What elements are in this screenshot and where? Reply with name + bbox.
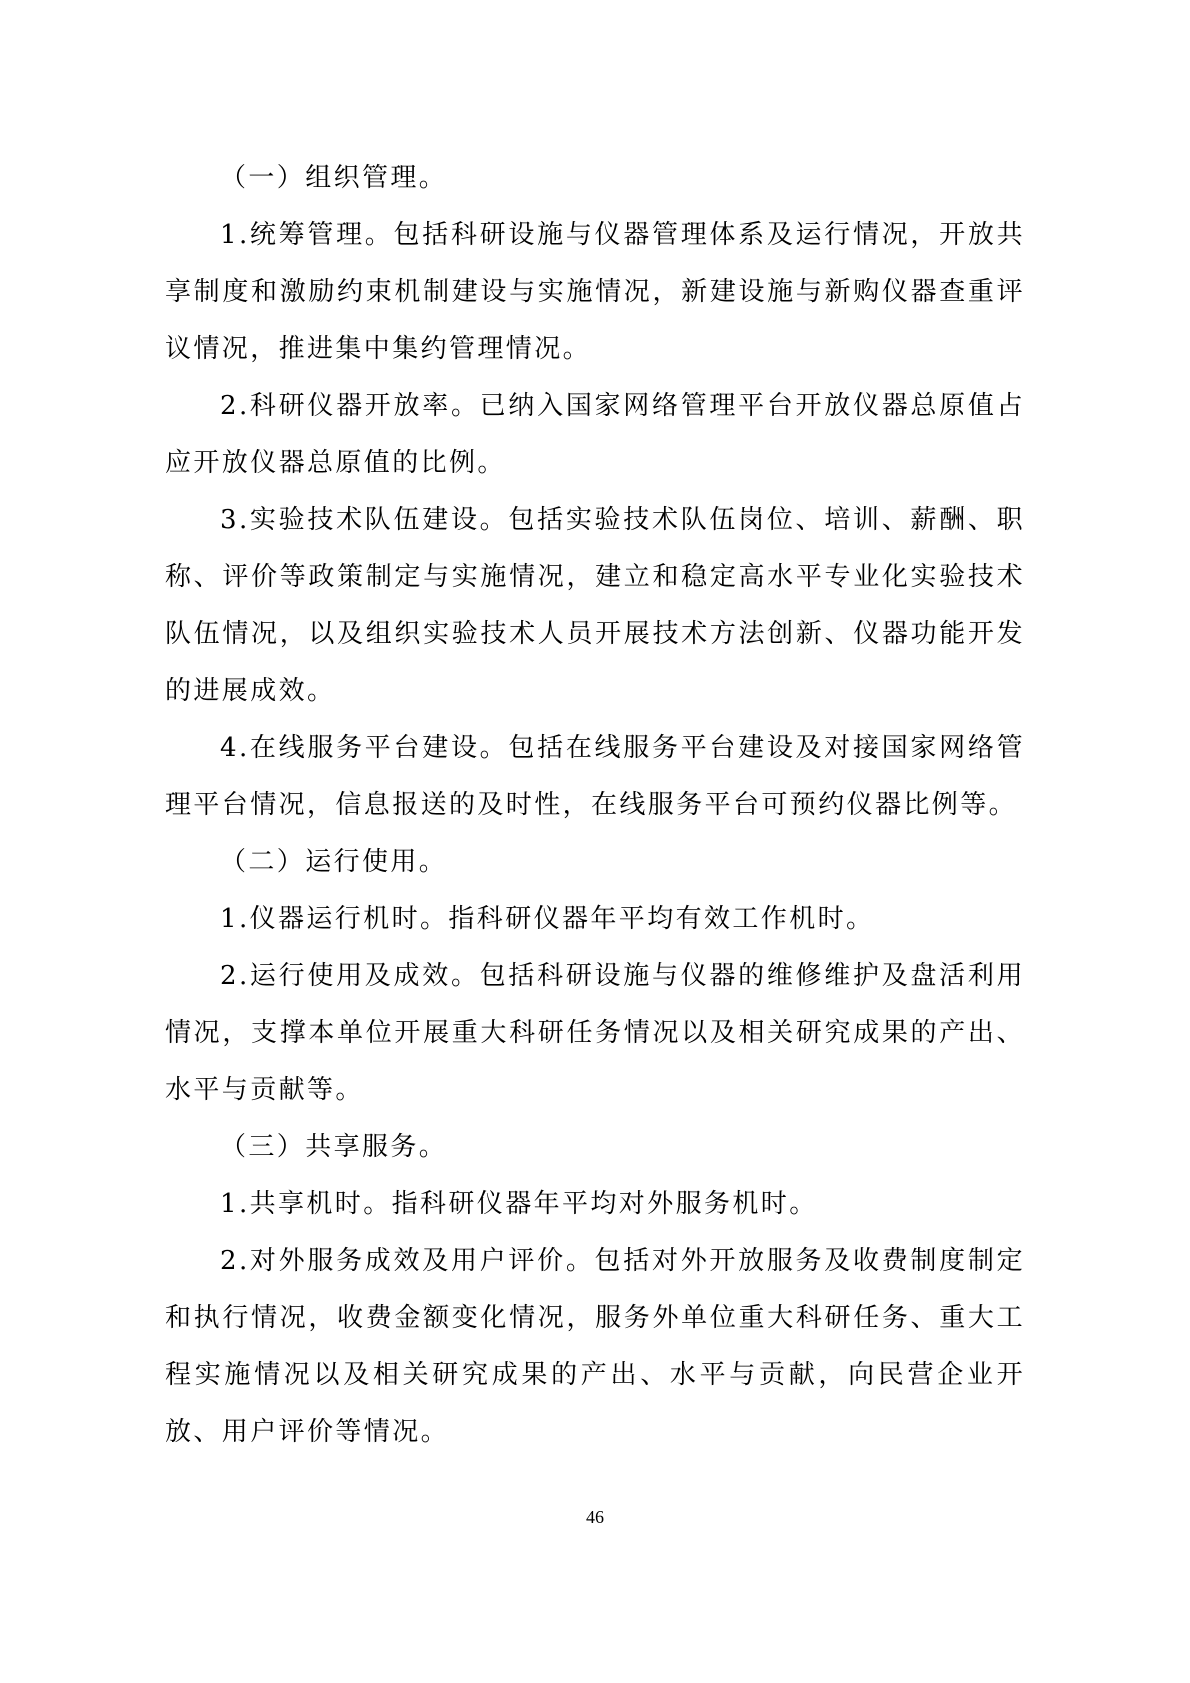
paragraph-instrument-open-rate: 2.科研仪器开放率。已纳入国家网络管理平台开放仪器总原值占应开放仪器总原值的比例。 <box>165 391 1025 478</box>
section-heading-operation-use: （二）运行使用。 <box>220 847 448 877</box>
section-heading-shared-service: （三）共享服务。 <box>220 1132 448 1162</box>
paragraph-external-service-evaluation: 2.对外服务成效及用户评价。包括对外开放服务及收费制度制定和执行情况，收费金额变化情况，服务外单位重大科研任务、重大工程实施情况以及相关研究成果的产出、水平与贡献，向民营企业开放、用户评价等情况。 <box>165 1246 1025 1447</box>
page-number: 46 <box>586 1507 604 1527</box>
paragraph-online-service-platform: 4.在线服务平台建设。包括在线服务平台建设及对接国家网络管理平台情况，信息报送的及时性，在线服务平台可预约仪器比例等。 <box>165 733 1025 820</box>
paragraph-operation-effectiveness: 2.运行使用及成效。包括科研设施与仪器的维修维护及盘活利用情况，支撑本单位开展重大科研任务情况以及相关研究成果的产出、水平与贡献等。 <box>165 961 1025 1105</box>
paragraph-shared-hours: 1.共享机时。指科研仪器年平均对外服务机时。 <box>220 1189 818 1219</box>
section-heading-organization-management: （一）组织管理。 <box>220 163 448 193</box>
paragraph-overall-management: 1.统筹管理。包括科研设施与仪器管理体系及运行情况，开放共享制度和激励约束机制建设与实施情况，新建设施与新购仪器查重评议情况，推进集中集约管理情况。 <box>165 220 1025 364</box>
paragraph-technical-team-building: 3.实验技术队伍建设。包括实验技术队伍岗位、培训、薪酬、职称、评价等政策制定与实施情况，建立和稳定高水平专业化实验技术队伍情况，以及组织实验技术人员开展技术方法创新、仪器功能开发的进展成效。 <box>165 505 1025 706</box>
document-body <box>165 150 1025 1461</box>
paragraph-instrument-running-hours: 1.仪器运行机时。指科研仪器年平均有效工作机时。 <box>220 904 875 934</box>
